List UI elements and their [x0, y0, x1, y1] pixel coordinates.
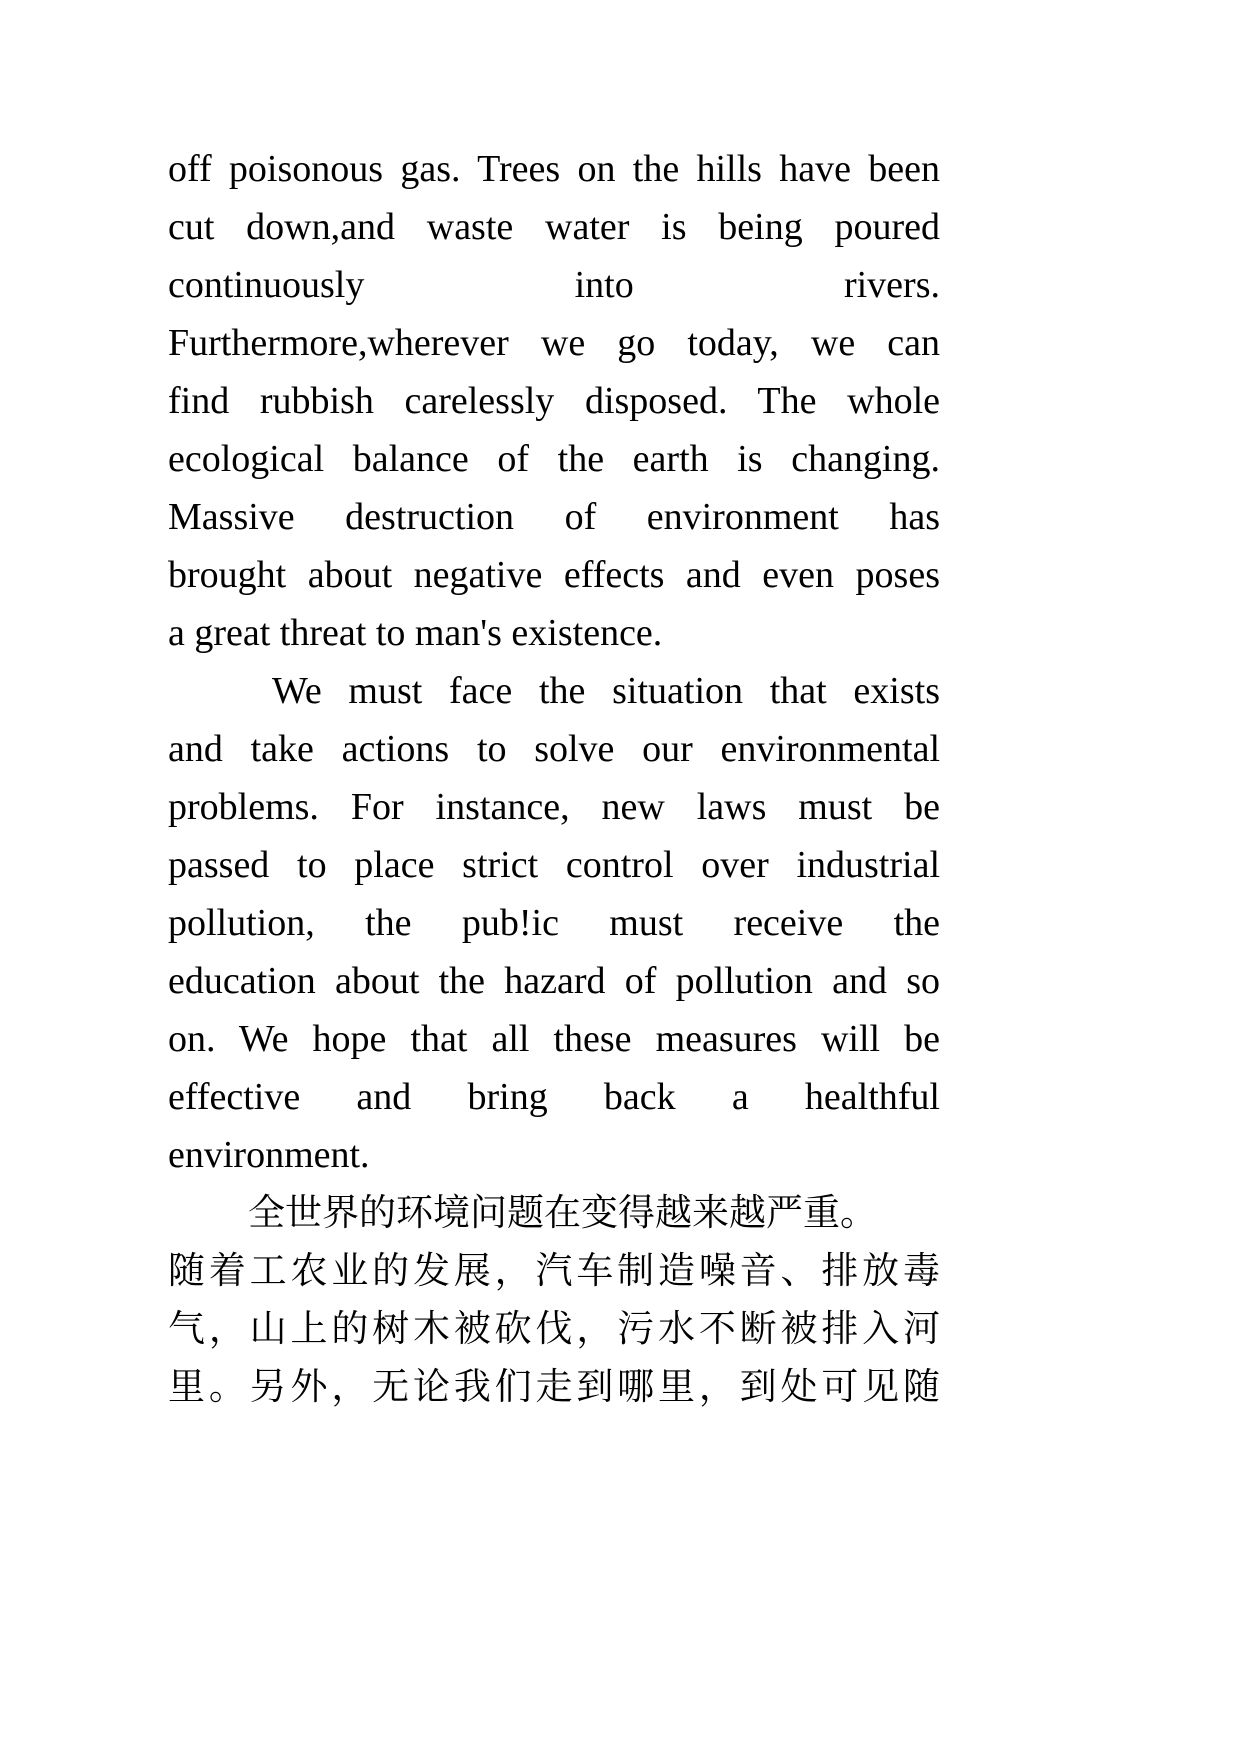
text-line: 全世界的环境问题在变得越来越严重。: [248, 1191, 877, 1234]
text-line: find rubbish carelessly disposed. The whole: [168, 380, 940, 422]
text-line: effective and bring back a healthful: [168, 1076, 940, 1118]
text-line: and take actions to solve our environmental: [168, 728, 940, 770]
text-line: pollution, the pub!ic must receive the: [168, 902, 940, 944]
text-line: brought about negative effects and even poses: [168, 554, 940, 596]
document-body: [168, 140, 940, 1416]
text-line: a great threat to man's existence.: [168, 612, 663, 654]
paragraph-2: [168, 662, 940, 1184]
text-line: We must face the situation that exists: [272, 670, 940, 712]
text-line: education about the hazard of pollution and so: [168, 960, 940, 1002]
text-line: passed to place strict control over industrial: [168, 844, 940, 886]
text-line: environment.: [168, 1134, 370, 1176]
text-line: 气，山上的树木被砍伐，污水不断被排入河: [168, 1307, 940, 1350]
text-line: Massive destruction of environment has: [168, 496, 940, 538]
text-line: ecological balance of the earth is changing.: [168, 438, 940, 480]
text-line: off poisonous gas. Trees on the hills have been: [168, 148, 940, 190]
paragraph-1: [168, 140, 940, 662]
text-line: cut down,and waste water is being poured: [168, 206, 940, 248]
paragraph-3-chinese: [168, 1184, 940, 1416]
text-line: Furthermore,wherever we go today, we can: [168, 322, 940, 364]
text-line: on. We hope that all these measures will be: [168, 1018, 940, 1060]
text-line: problems. For instance, new laws must be: [168, 786, 940, 828]
text-line: 随着工农业的发展，汽车制造噪音、排放毒: [168, 1249, 940, 1292]
text-line: continuously into rivers.: [168, 264, 940, 306]
text-line: 里。另外，无论我们走到哪里，到处可见随: [168, 1365, 940, 1408]
